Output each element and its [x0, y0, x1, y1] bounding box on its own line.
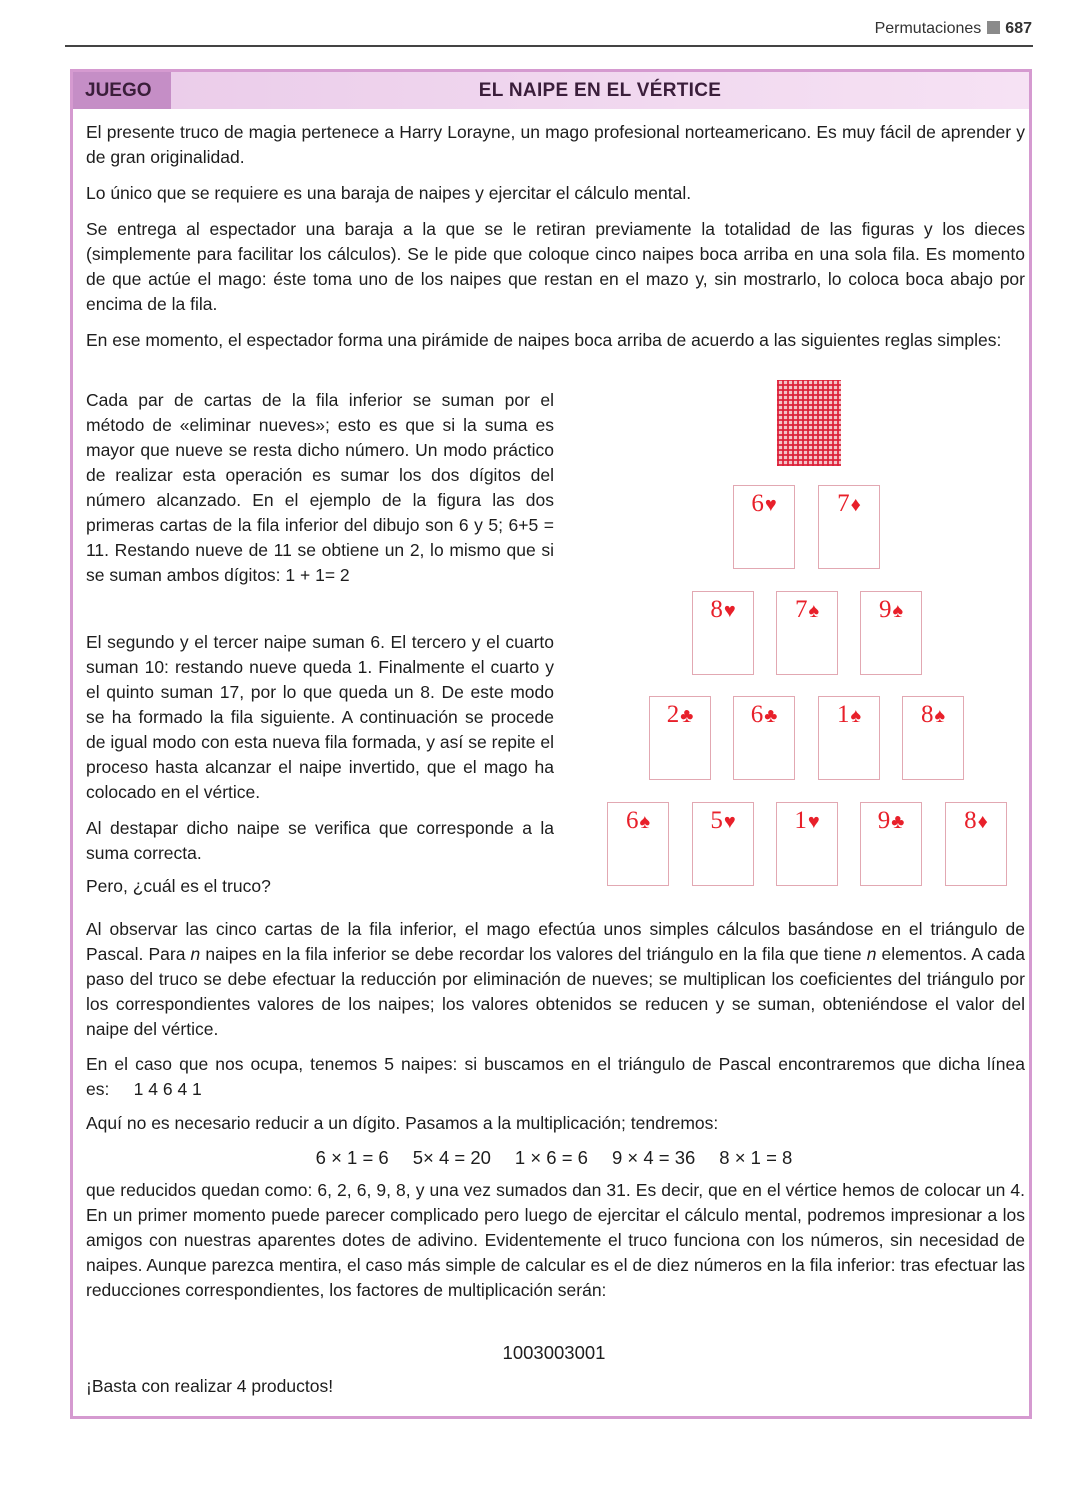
paragraph-process: El segundo y el tercer naipe suman 6. El tercero y el cuarto suman 10: restando nueve queda 1. Finalmente el cuarto y el quinto suman 17, por lo que queda un 8. De este modo se ha formado la fila siguiente. A continuación se procede de igual modo con esta nueva fila formada, y así se repite el proceso hasta alcanzar el naipe invertido, que el mago ha colocado en el vértice.: [86, 632, 554, 802]
paragraph-setup: Se entrega al espectador una baraja a la que se le retiran previamente la totalidad de las figuras y los dieces (simplemente para facilitar los cálculos). Se le pide que coloque cinco naipes boca arriba en una sola fila. Es momento de que actúe el mago: éste toma uno de los naipes que restan en el mazo y, sin mostrarlo, lo coloca boca abajo por encima de la fila.: [86, 219, 1025, 314]
header-rule: [65, 45, 1033, 47]
paragraph-pascal-line: En el caso que nos ocupa, tenemos 5 naipes: si buscamos en el triángulo de Pascal encontraremos que dicha línea es: 1 4 6 4 1: [86, 1054, 1025, 1099]
square-bullet-icon: [987, 21, 1000, 34]
paragraph-intro: El presente truco de magia pertenece a Harry Lorayne, un mago profesional norteamericano. Es muy fácil de aprender y de gran originalidad.: [86, 122, 1025, 167]
product-term: 6 × 1 = 6: [315, 1147, 389, 1168]
card: 8♠: [902, 696, 964, 780]
running-header: [875, 20, 1032, 38]
section-name: Permutaciones: [874, 20, 982, 37]
paragraph-final: ¡Basta con realizar 4 productos!: [86, 1376, 334, 1396]
products-line: [73, 1145, 1035, 1171]
pascal-row: 1 4 6 4 1: [133, 1079, 202, 1099]
card: 6♠: [607, 802, 669, 886]
page-number: 687: [1005, 20, 1032, 37]
paragraph-question: Pero, ¿cuál es el truco?: [86, 876, 271, 896]
card: 2♣: [649, 696, 711, 780]
card: 9♠: [860, 591, 922, 675]
paragraph-requirements: Lo único que se requiere es una baraja de naipes y ejercitar el cálculo mental.: [86, 183, 692, 203]
game-box: [70, 69, 1032, 1419]
product-term: 9 × 4 = 36: [611, 1147, 696, 1168]
card: 6♥: [733, 485, 795, 569]
card: 7♠: [776, 591, 838, 675]
product-term: 1 × 6 = 6: [514, 1147, 588, 1168]
card: 5♥: [692, 802, 754, 886]
paragraph-multiplication: Aquí no es necesario reducir a un dígito. Pasamos a la multiplicación; tendremos:: [86, 1113, 719, 1133]
paragraph-rules-intro: En ese momento, el espectador forma una pirámide de naipes boca arriba de acuerdo a las siguientes reglas simples:: [86, 330, 1002, 350]
box-title: EL NAIPE EN EL VÉRTICE: [171, 72, 1029, 109]
card: 1♠: [818, 696, 880, 780]
card: 9♣: [860, 802, 922, 886]
card: 8♦: [945, 802, 1007, 886]
paragraph-result: que reducidos quedan como: 6, 2, 6, 9, 8, y una vez sumados dan 31. Es decir, que en el vértice hemos de colocar un 4. En un primer momento puede parecer complicado pero luego de ejercitar el cálculo mental, podremos impresionar a los amigos con nuestras aparentes dotes de adivino. Evidentemente el truco funciona con los números, sin necesidad de naipes. Aunque parezca mentira, el caso más simple de calcular es el de diez números en la fila inferior: tras efectuar las reducciones correspondientes, los factores de multiplicación serán:: [86, 1180, 1025, 1300]
face-down-card: [777, 380, 841, 466]
product-term: 8 × 1 = 8: [719, 1147, 793, 1168]
paragraph-reveal: Al destapar dicho naipe se verifica que corresponde a la suma correcta.: [86, 818, 554, 863]
factors-line: 1003003001: [502, 1342, 606, 1363]
card: 7♦: [818, 485, 880, 569]
paragraph-method: Cada par de cartas de la fila inferior se suman por el método de «eliminar nueves»; esto es que si la suma es mayor que nueve se resta dicho número. Un modo práctico de realizar esta operación es sumar los dos dígitos del número alcanzado. En el ejemplo de la figura las dos primeras cartas de la fila inferior del dibujo son 6 y 5; 6+5 = 11. Restando nueve de 11 se obtiene un 2, lo mismo que si se suman ambos dígitos: 1 + 1= 2: [86, 390, 554, 585]
card: 8♥: [692, 591, 754, 675]
paragraph-explanation: Al observar las cinco cartas de la fila inferior, el mago efectúa unos simples cálculos basándose en el triángulo de Pascal. Para n naipes en la fila inferior se debe recordar los valores del triángulo en la fila que tiene n elementos. A cada paso del truco se debe efectuar la reducción por eliminación de nueves; se multiplican los coeficientes del triángulo por los correspondientes valores de los naipes; los valores obtenidos se reducen y se suman, obteniéndose el valor del naipe del vértice.: [86, 919, 1026, 1039]
card: 6♣: [733, 696, 795, 780]
product-term: 5× 4 = 20: [412, 1147, 491, 1168]
box-tag: JUEGO: [73, 72, 171, 109]
card: 1♥: [776, 802, 838, 886]
